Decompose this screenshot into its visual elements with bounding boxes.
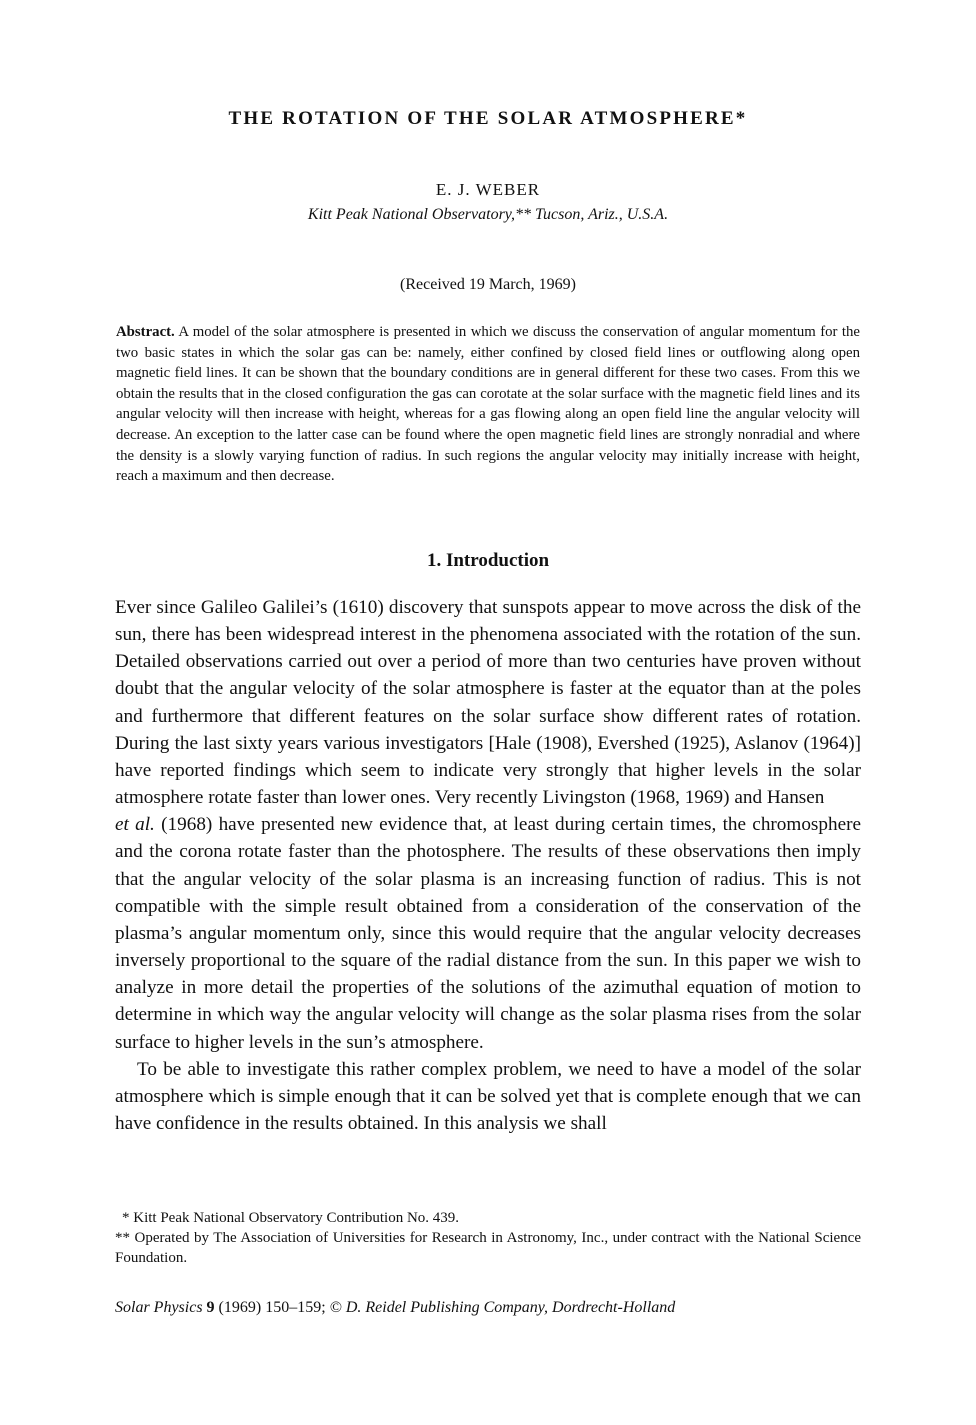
paragraph-1-part-b: (1968) have presented new evidence that, at least during certain times, the chromosphere and the corona rotate faster than the photosphere. The results of these observations then imply that the angular velocity of the solar plasma is an increasing function of radius. This is not compatible with the simple result obtained from a consideration of the conservation of the plasma’s angular momentum only, since this would require that the angular velocity decreases inversely proportional to the square of the radial distance from the sun. In this paper we wish to analyze in more detail the properties of the solutions of the azimuthal equation of motion to determine in which way the angular velocity will change as the solar plasma rises from the solar surface to higher levels in the sun’s atmosphere. — [115, 814, 861, 1053]
footnote-2: ** Operated by The Association of Universities for Research in Astronomy, Inc., under contract with the National Science Foundation. — [115, 1230, 861, 1266]
section-heading-introduction: 1. Introduction — [426, 550, 550, 571]
paragraph-2: To be able to investigate this rather complex problem, we need to have a model of the solar atmosphere which is simple enough that it can be solved yet that is complete enough that we can have confidence in the results obtained. In this analysis we shall — [115, 1058, 861, 1134]
journal-pages: (1969) 150–159; — [218, 1299, 326, 1316]
author-name: E. J. WEBER — [435, 180, 541, 199]
author-affiliation: Kitt Peak National Observatory,** Tucson, Ariz., U.S.A. — [307, 206, 669, 223]
paper-title: THE ROTATION OF THE SOLAR ATMOSPHERE* — [228, 108, 748, 129]
paragraph-1-etal: et al. — [115, 814, 155, 836]
paragraph-1-part-a: Ever since Galileo Galilei’s (1610) discovery that sunspots appear to move across the disk of the sun, there has been widespread interest in the phenomena associated with the rotation of the sun. Detailed observations carried out over a period of more than two centuries have proven without doubt that the angular velocity of the solar atmosphere is faster at the equator than at the poles and furthermore that different features on the solar surface show different rates of rotation. During the last sixty years various investigators [Hale (1908), Evershed (1925), Aslanov (1964)] have reported findings which seem to indicate very strongly that higher levels in the solar atmosphere rotate faster than lower ones. Very recently Livingston (1968, 1969) and Hansen — [115, 597, 861, 809]
abstract-text: A model of the solar atmosphere is presented in which we discuss the conservation of angular momentum for the two basic states in which the solar gas can be: namely, either confined by closed field lines or outflowing along open magnetic field lines. It can be shown that the boundary conditions are in general different for these two cases. From this we obtain the results that in the closed configuration the gas can corotate at the solar surface with the magnetic field lines and its angular velocity will then increase with height, whereas for a gas flowing along an open field line the angular velocity will decrease. An exception to the latter case can be found where the open magnetic field lines are strongly nonradial and where the density is a slowly varying function of radius. In such regions the angular velocity may initially increase with height, reach a maximum and then decrease. — [116, 324, 860, 485]
footnotes — [115, 1208, 861, 1268]
abstract — [116, 322, 860, 487]
received-date: (Received 19 March, 1969) — [400, 276, 576, 293]
abstract-label: Abstract. — [116, 324, 175, 340]
journal-citation — [115, 1299, 861, 1317]
journal-name: Solar Physics — [115, 1299, 203, 1316]
paragraph-1 — [115, 594, 861, 1056]
introduction-body — [115, 594, 861, 1137]
journal-volume: 9 — [206, 1299, 215, 1316]
footnote-1: * Kitt Peak National Observatory Contribution No. 439. — [122, 1210, 460, 1226]
journal-publisher: © D. Reidel Publishing Company, Dordrecht-Holland — [329, 1299, 676, 1316]
